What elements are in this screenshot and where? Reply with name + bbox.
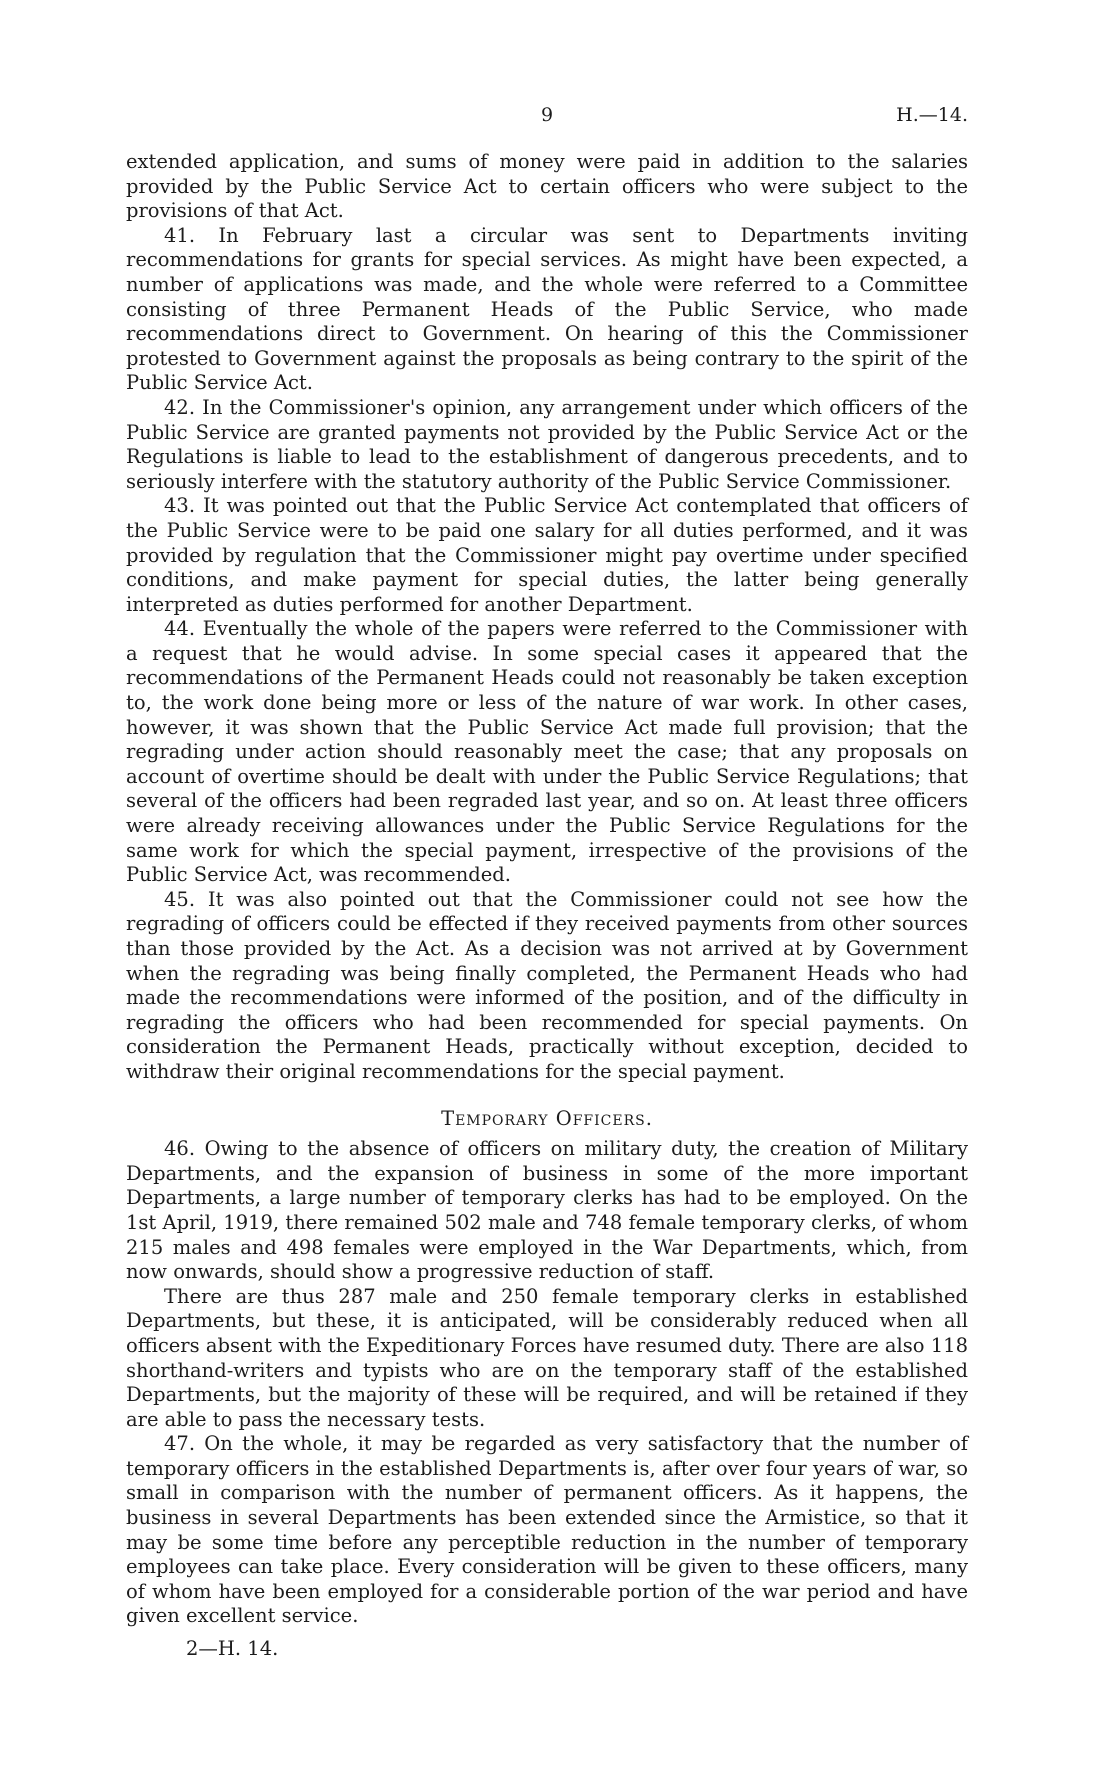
paragraph-46: 46. Owing to the absence of officers on military duty, the creation of Military Departments, and the expansion of business in some of the more important Departments, a large number of temporary clerks has had to be employed. On the 1st April, 1919, there remained 502 male and 748 female temporary clerks, of whom 215 males and 498 females were employed in the War Departments, which, from now onwards, should show a progressive reduction of staff. xyxy=(126,1137,968,1284)
page-header xyxy=(126,104,968,134)
paragraph-continuation: extended application, and sums of money were paid in addition to the salaries provided by the Public Service Act to certain officers who were subject to the provisions of that Act. xyxy=(126,150,968,223)
paragraph-45: 45. It was also pointed out that the Commissioner could not see how the regrading of officers could be effected if they received payments from other sources than those provided by the Act. As a decision was not arrived at by Government when the regrading was being finally completed, the Permanent Heads who had made the recommendations were informed of the position, and of the difficulty in regrading the officers who had been recommended for special payments. On consideration the Permanent Heads, practically without exception, decided to withdraw their original recommendations for the special payment. xyxy=(126,887,968,1083)
document-reference: H.—14. xyxy=(896,104,968,126)
section-heading: Temporary Officers. xyxy=(441,1106,653,1130)
page-signature: 2—H. 14. xyxy=(186,1637,279,1660)
paragraph-46-continued: There are thus 287 male and 250 female temporary clerks in established Departments, but these, it is anticipated, will be considerably reduced when all officers absent with the Expeditionary Forces have resumed duty. There are also 118 shorthand-writers and typists who are on the temporary staff of the established Departments, but the majority of these will be required, and will be retained if they are able to pass the necessary tests. xyxy=(126,1284,968,1431)
paragraph-43: 43. It was pointed out that the Public Service Act contemplated that officers of the Public Service were to be paid one salary for all duties performed, and it was provided by regulation that the Commissioner might pay overtime under specified conditions, and make payment for special duties, the latter being generally interpreted as duties performed for another Department. xyxy=(126,494,968,616)
paragraph-44: 44. Eventually the whole of the papers were referred to the Commissioner with a request that he would advise. In some special cases it appeared that the recommendations of the Permanent Heads could not reasonably be taken exception to, the work done being more or less of the nature of war work. In other cases, however, it was shown that the Public Service Act made full provision; that the regrading under action should reasonably meet the case; that any proposals on account of overtime should be dealt with under the Public Service Regulations; that several of the officers had been regraded last year, and so on. At least three officers were already receiving allowances under the Public Service Regulations for the same work for which the special payment, irrespective of the provisions of the Public Service Act, was recommended. xyxy=(126,617,968,887)
paragraph-42: 42. In the Commissioner's opinion, any arrangement under which officers of the Public Service are granted payments not provided by the Public Service Act or the Regulations is liable to lead to the establishment of dangerous precedents, and to seriously interfere with the statutory authority of the Public Service Commissioner. xyxy=(126,395,968,493)
document-body xyxy=(126,150,968,1629)
paragraph-47: 47. On the whole, it may be regarded as very satisfactory that the number of temporary officers in the established Departments is, after over four years of war, so small in comparison with the number of permanent officers. As it happens, the business in several Departments has been extended since the Armistice, so that it may be some time before any perceptible reduction in the number of temporary employees can take place. Every consideration will be given to these officers, many of whom have been employed for a considerable portion of the war period and have given excellent service. xyxy=(126,1432,968,1628)
page-number: 9 xyxy=(540,104,554,126)
paragraph-41: 41. In February last a circular was sent to Departments inviting recommendations for grants for special services. As might have been expected, a number of applications was made, and the whole were referred to a Committee consisting of three Permanent Heads of the Public Service, who made recommendations direct to Government. On hearing of this the Commissioner protested to Government against the proposals as being contrary to the spirit of the Public Service Act. xyxy=(126,223,968,395)
